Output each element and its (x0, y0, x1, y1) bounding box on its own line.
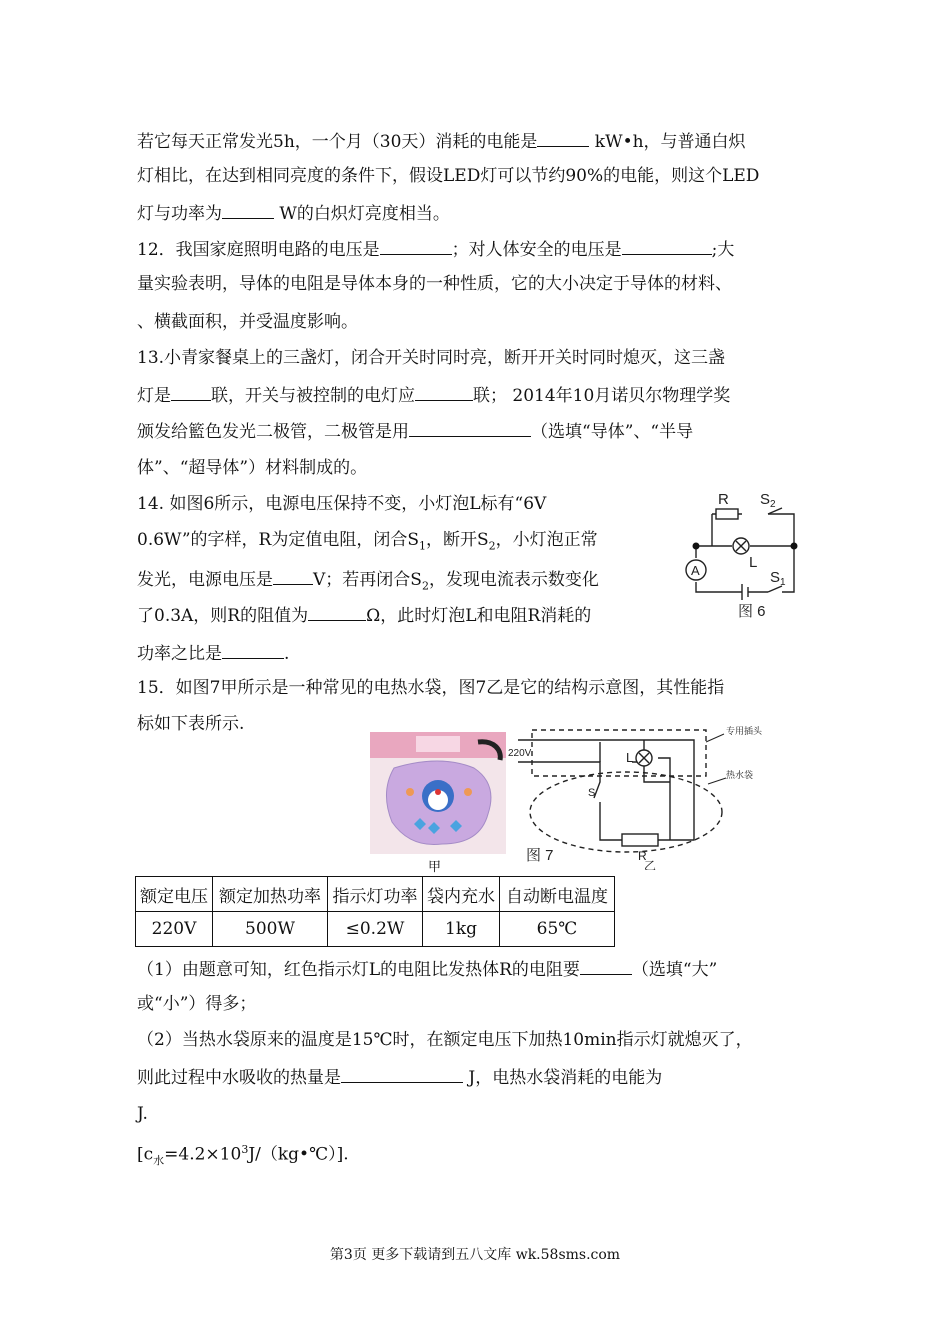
table-cell: ≤0.2W (328, 912, 423, 947)
question-13-line-4: 体”、“超导体”）材料制成的。 (137, 458, 368, 478)
table-cell: 500W (213, 912, 328, 947)
question-14-line-2: 0.6W”的字样，R为定值电阻，闭合$S_1$，断开$S_2$，小灯泡正常 (137, 530, 598, 553)
question-14-line-4: 了0.3A，则R的阻值为 Ω，此时灯泡L和电阻R消耗的 (137, 606, 592, 626)
answer-blank (222, 642, 284, 659)
question-12-line-1: 12．我国家庭照明电路的电压是 ；对人体安全的电压是 ;大 (137, 240, 735, 260)
bag-label: 热水袋 (726, 770, 754, 780)
question-14-line-5: 功率之比是 . (137, 644, 290, 664)
figure-7-caption: 图 7 (526, 847, 554, 864)
resistor-label: R (638, 849, 647, 863)
answer-blank (222, 202, 274, 219)
question-12-line-2: 量实验表明，导体的电阻是导体本身的一种性质，它的大小决定于导体的材料、 (137, 274, 732, 294)
question-15-line-2: 标如下表所示. (137, 714, 245, 734)
question-15-part-2-line-2: 则此过程中水吸收的热量是 J，电热水袋消耗的电能为 (137, 1068, 663, 1088)
question-13-line-3: 颁发给籃色发光二极管，二极管是用 （选填“导体”、“半导 (137, 422, 694, 442)
answer-blank (580, 958, 632, 975)
resistor-label: R (718, 491, 729, 508)
answer-blank (341, 1066, 463, 1083)
answer-blank (415, 384, 473, 401)
table-header-cell: 袋内充水 (423, 877, 500, 912)
table-header-cell: 额定加热功率 (213, 877, 328, 912)
question-13-line-1: 13.小青家餐桌上的三盏灯，闭合开关时同时亮，断开开关时同时熄灭，这三盏 (137, 348, 726, 368)
answer-blank (308, 604, 366, 621)
ammeter-label: A (691, 563, 700, 578)
answer-blank (380, 238, 452, 255)
table-cell: 1kg (423, 912, 500, 947)
table-header-cell: 额定电压 (136, 877, 213, 912)
figure-7b-caption: 乙 (644, 859, 657, 870)
text-line-2: 灯相比，在达到相同亮度的条件下，假设LED灯可以节约90%的电能，则这个LED (137, 166, 760, 186)
lamp-label: L (626, 750, 634, 765)
question-15-part-2-line-3: J. (137, 1104, 148, 1124)
table-header-row (136, 877, 615, 912)
voltage-label: 220V (508, 748, 532, 759)
question-13-line-2: 灯是 联，开关与被控制的电灯应 联； 2014年10月诺贝尔物理学奖 (137, 386, 731, 406)
question-15-part-1-line-2: 或“小”）得多； (137, 994, 257, 1014)
answer-blank (537, 130, 589, 147)
answer-blank (409, 420, 531, 437)
answer-blank (171, 384, 211, 401)
lamp-label: L (749, 554, 758, 571)
hot-water-bag-illustration (370, 732, 506, 854)
switch-s2-label: $S_2$ (760, 491, 776, 510)
spec-table (135, 876, 615, 947)
table-header-cell: 指示灯功率 (328, 877, 423, 912)
table-cell: 65℃ (500, 912, 615, 947)
table-row (136, 912, 615, 947)
question-12-line-3: 、横截面积，并受温度影响。 (137, 312, 358, 332)
figure-6-caption: 图 6 (738, 603, 766, 620)
question-14-line-3: 发光，电源电压是 V；若再闭合$S_2$，发现电流表示数变化 (137, 570, 599, 593)
question-14-line-1: 14. 如图6所示，电源电压保持不变，小灯泡L标有“6V (137, 494, 547, 514)
figure-6-circuit (682, 486, 812, 620)
answer-blank (622, 238, 712, 255)
question-15-line-1: 15．如图7甲所示是一种常见的电热水袋，图7乙是它的结构示意图，其性能指 (137, 678, 725, 698)
figure-7a-caption: 甲 (428, 860, 442, 875)
page-footer: 第3页 更多下载请到五八文库 wk.58sms.com (329, 1247, 621, 1263)
plug-box (532, 730, 706, 776)
junction-dot (791, 543, 798, 550)
figure-7a-photo (370, 732, 506, 854)
plug-label: 专用插头 (726, 726, 763, 736)
table-header-cell: 自动断电温度 (500, 877, 615, 912)
question-15-part-2-line-1: （2）当热水袋原来的温度是15℃时，在额定电压下加热10min指示灯就熄灭了， (137, 1030, 753, 1050)
text-line-1: 若它每天正常发光5h，一个月（30天）消耗的电能是 kW•h，与普通白炽 (137, 132, 746, 152)
switch-label: S (588, 787, 596, 799)
question-15-part-1-line-1: （1）由题意可知，红色指示灯L的电阻比发热体R的电阻要 （选填“大” (137, 960, 718, 980)
figure-7b-diagram (508, 722, 788, 870)
formula-line: $[c_水=4.2\times 10^3J/(kg•℃)]$. (137, 1143, 349, 1168)
switch-s1-label: $S_1$ (770, 569, 786, 588)
answer-blank (273, 568, 313, 585)
junction-dot (693, 543, 700, 550)
table-cell: 220V (136, 912, 213, 947)
text-line-3: 灯与功率为 W的白炽灯亮度相当。 (137, 204, 450, 224)
